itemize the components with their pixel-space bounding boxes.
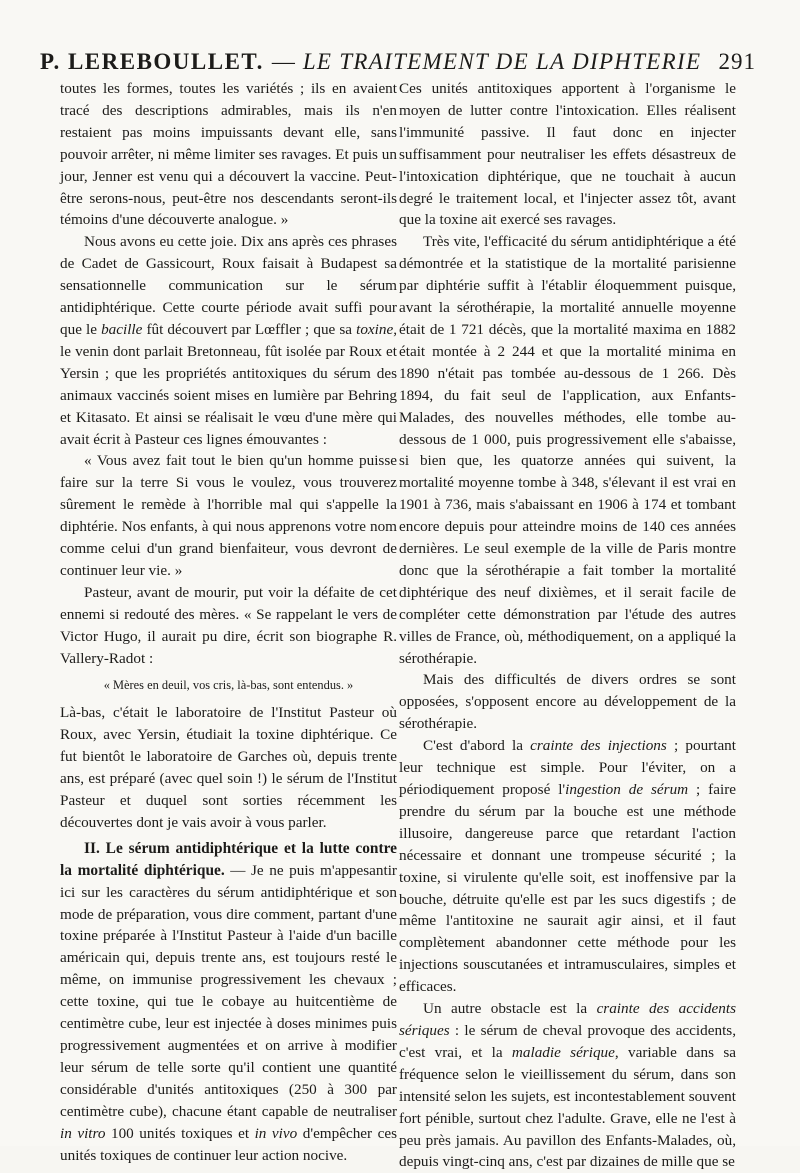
italic-text: toxine — [356, 320, 394, 338]
italic-text: maladie sérique — [511, 1043, 615, 1061]
text-run: Mais des difficultés de divers ordres se sont opposées, s'opposent encore au développement de la sérothérapie. — [399, 671, 736, 733]
text-run: Très vite, l'efficacité du sérum antidiphtérique a été démontrée et la statistique de la mortalité parisienne par diphtérie suffit à l'établir éloquemment puisque, avant la sérothérapie, la mortalité annuelle moyenne était de 1 721 décès, que la mortalité maxima en 1882 était montée à 2 244 et que la mortalité minima en 1890 n'était pas tombée au-dessous de 1 266. Dès 1894, du fait seul de l'application, aux Enfants-Malades, des nouvelles méthodes, elle tombe au-dessous de 1 000, puis progressivement elle s'abaisse, si bien que, les quatorze années qui suivent, la mortalité moyenne tombe à 348, s'élevant il est vrai en 1901 à 736, mais s'abaissant en 1906 à 174 et tombant encore depuis pour atteindre moins de 140 ces années dernières. Le seul exemple de la ville de Paris montre donc que la sérothérapie a fait tomber la mortalité diphtérique des neuf dixièmes, et il serait facile de compléter cette démonstration par l'étude des autres villes de France, où, méthodiquement, on a appliqué la sérothérapie. — [399, 233, 736, 667]
text-run: Nous avons eu cette joie. Dix ans après ces phrases de Cadet de Gassicourt, Roux faisait à Budapest sa sensationnelle communication sur le sérum antidiphtérique. Cette courte période avait suffi pour que le — [60, 233, 397, 338]
italic-text: in vivo — [254, 1124, 298, 1142]
paragraph — [399, 231, 736, 669]
page-number: 291 — [718, 49, 756, 74]
section-heading: II. Le sérum antidiphtérique et la lutte contre la mortalité diphtérique. — [60, 839, 397, 879]
text-run: Pasteur, avant de mourir, put voir la défaite de cet ennemi si redouté des mères. « Se rappelant le vers de Victor Hugo, il aurait pu dire, écrit son biographe R. Vallery-Radot : — [60, 583, 397, 667]
italic-text: in vitro — [60, 1124, 106, 1142]
text-run: ; pourtant leur technique est simple. Pour l'éviter, on a périodiquement proposé l' — [399, 737, 736, 798]
text-run: 100 unités toxiques et — [105, 1124, 255, 1142]
text-run: fût découvert par Lœffler ; que sa — [142, 320, 357, 338]
italic-text: crainte des accidents sériques — [399, 1000, 736, 1039]
italic-text: crainte des injections — [530, 737, 667, 755]
text-run: « Vous avez fait tout le bien qu'un homme puisse faire sur la terre Si vous le voulez, vous trouverez sûrement le remède à l'horrible mal qui s'appelle la diphtérie. Nos enfants, à qui nous apprenons votre nom comme celui d'un grand bienfaiteur, vous devront de continuer leur vie. » — [60, 452, 397, 579]
paragraph — [60, 582, 397, 670]
text-run: ; faire prendre du sérum par la bouche est une méthode illusoire, dangereuse parce que retardant l'action nécessaire et donnant une trompeuse sécurité ; la toxine, si virulente qu'elle soit, est inoffensive par la bouche, détruite qu'elle est par les sucs digestifs ; de même l'antitoxine ne saurait agir ainsi, et il faut complètement abandonner cette méthode pour les injections souscutanées et intramusculaires, simples et efficaces. — [399, 781, 736, 996]
paragraph — [60, 702, 397, 833]
italic-text: bacille — [101, 320, 143, 338]
text-run: : le sérum de cheval provoque des accidents, c'est vrai, et la — [399, 1021, 736, 1061]
header-separator: — — [271, 49, 295, 74]
paragraph — [399, 998, 736, 1173]
paragraph — [399, 735, 736, 998]
text-run: , variable dans sa fréquence selon le vieillissement du sérum, dans son intensité selon les sujets, est incontestablement souvent fort pénible, surtout chez l'adulte. Grave, elle ne l'est à peu près jamais. Au pavillon des Enfants-Malades, où, depuis vingt-cinq ans, c'est par dizaines de mille que se — [399, 1043, 736, 1171]
text-run: — Je ne puis m'appesantir ici sur les caractères du sérum antidiphtérique et son mode de préparation, vous dire comment, partant d'une toxine préparée à l'Institut Pasteur à l'aide d'un bacille américain qui, depuis trente ans, est toujours resté le même, on immunise progressivement les chevaux ; cette toxine, qui tue le cobaye au huitcentième de centimètre cube, leur est injectée à doses minimes puis progressivement augmentées et on arrive à modifier leur sérum de telle sorte qu'il contient une quantité considérable d'unités antitoxiques (250 à 300 par centimètre cube), chacune étant capable de neutraliser — [60, 861, 397, 1120]
header-title: LE TRAITEMENT DE LA DIPHTERIE — [302, 49, 702, 74]
text-run: d'empêcher ces unités toxiques de continuer leur action nocive. — [60, 1124, 398, 1164]
text-run: Là-bas, c'était le laboratoire de l'Institut Pasteur où Roux, avec Yersin, étudiait la toxine diphtérique. Ce fut bientôt le laboratoire de Garches où, depuis trente ans, est préparé (avec quel soin !) le sérum de l'Institut Pasteur et duquel sont sorties récemment les découvertes dont je vais avoir à vous parler. — [60, 704, 397, 831]
left-text-column — [60, 78, 398, 1164]
text-run: C'est d'abord la — [423, 737, 531, 755]
verse-quotation — [60, 675, 397, 697]
paragraph — [399, 669, 736, 735]
text-run: Un autre obstacle est la — [423, 1000, 597, 1018]
text-run: , le venin dont parlait Bretonneau, fût isolée par Roux et Yersin ; que les propriétés antitoxiques du sérum des animaux vaccinés soient mises en lumière par Behring et Kitasato. Et ainsi se réalisait le vœu d'une mère qui avait écrit à Pasteur ces lignes émouvantes : — [60, 320, 398, 448]
running-header — [40, 42, 756, 82]
paragraph — [60, 838, 397, 1167]
text-run: Ces unités antitoxiques apportent à l'organisme le moyen de lutter contre l'intoxication. Elles réalisent l'immunité passive. Il faut donc en injecter suffisamment pour neutraliser les effets désastreux de l'intoxication diphtérique, que ne touchait à aucun degré le traitement local, et l'injecter assez tôt, avant que la toxine ait exercé ses ravages. — [399, 80, 736, 229]
right-text-column — [399, 78, 736, 1171]
paragraph — [60, 450, 397, 581]
paragraph — [399, 78, 736, 231]
paragraph — [60, 78, 397, 231]
header-author: P. LEREBOULLET. — [40, 49, 264, 74]
paragraph — [60, 231, 397, 450]
italic-text: ingestion de sérum — [565, 781, 689, 798]
text-run: toutes les formes, toutes les variétés ; ils en avaient tracé des descriptions admirables, mais ils n'en restaient pas moins impuissants devant elle, sans pouvoir arrêter, ni même limiter ses ravages. Et puis un jour, Jenner est venu qui a découvert la vaccine. Peut-être serons-nous, peut-être nos descendants seront-ils témoins d'une découverte analogue. » — [60, 80, 397, 229]
text-run: « Mères en deuil, vos cris, là-bas, sont entendus. » — [103, 678, 354, 693]
